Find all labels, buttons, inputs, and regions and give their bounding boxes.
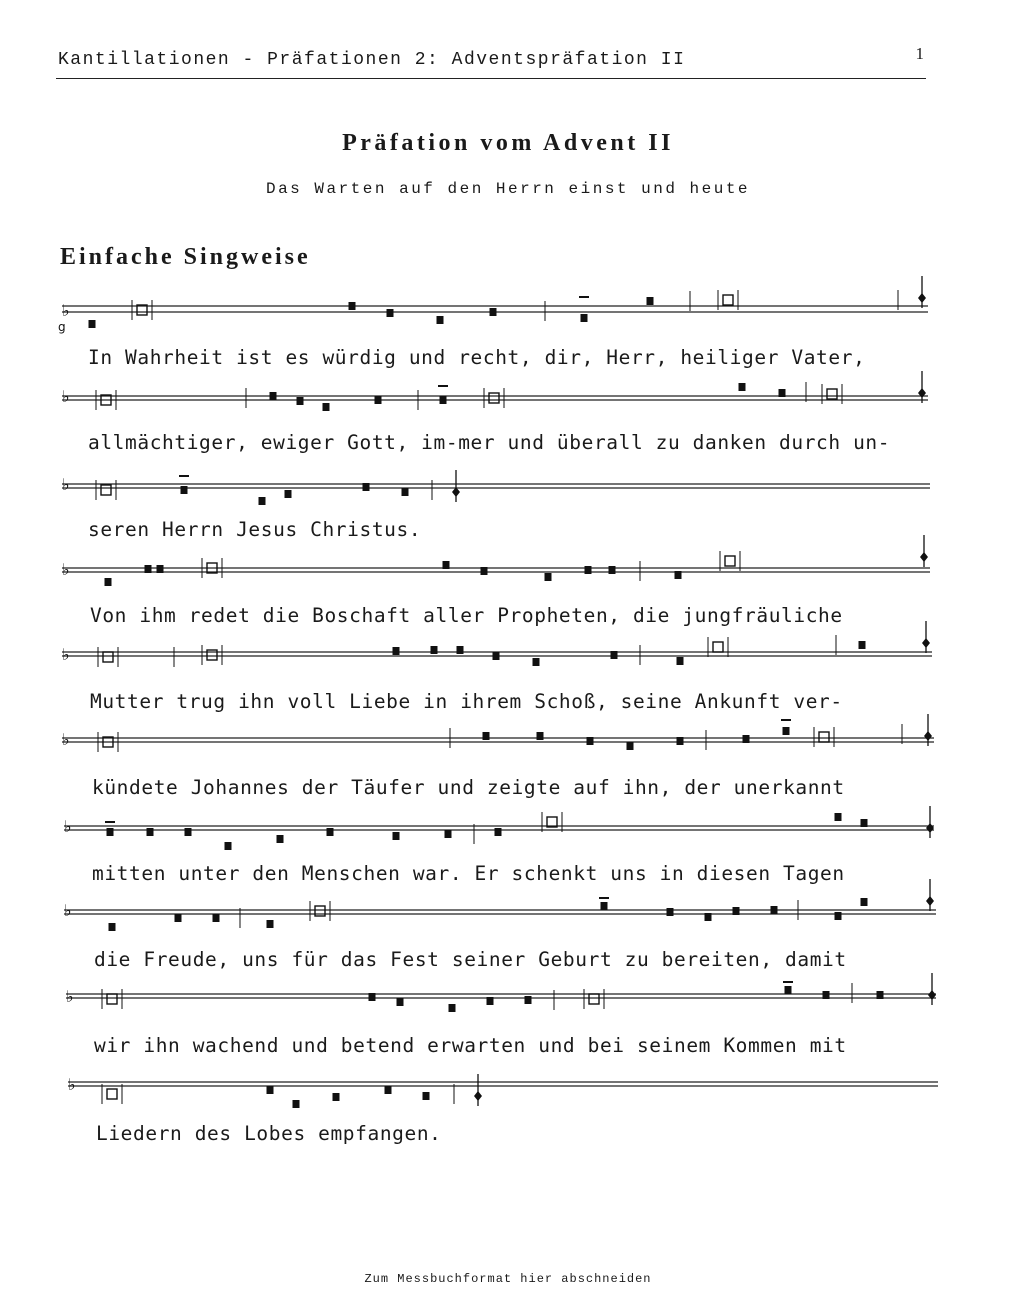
lyric-line: In Wahrheit ist es würdig und recht, dir, Herr, heiliger Vater,	[88, 346, 866, 369]
note-punctum	[581, 314, 588, 322]
note-punctum	[733, 907, 740, 915]
note-punctum	[270, 392, 277, 400]
note-recitation-box	[107, 1089, 117, 1099]
flat-sign: ♭	[62, 301, 70, 320]
final-note	[918, 293, 926, 303]
final-note	[474, 1091, 482, 1101]
note-punctum	[495, 828, 502, 836]
note-punctum	[349, 302, 356, 310]
flat-sign: ♭	[64, 817, 72, 836]
note-punctum	[259, 497, 266, 505]
note-punctum	[213, 914, 220, 922]
note-punctum	[785, 986, 792, 994]
note-punctum	[267, 1086, 274, 1094]
note-punctum	[490, 308, 497, 316]
flat-sign: ♭	[62, 387, 70, 406]
flat-sign: ♭	[64, 901, 72, 920]
note-punctum	[585, 566, 592, 574]
note-punctum	[175, 914, 182, 922]
lyric-line: kündete Johannes der Täufer und zeigte auf ihn, der unerkannt	[92, 776, 845, 799]
document-title: Präfation vom Advent II	[342, 130, 674, 156]
note-recitation-box	[723, 295, 733, 305]
note-punctum	[627, 742, 634, 750]
note-punctum	[525, 996, 532, 1004]
flat-sign: ♭	[62, 560, 70, 579]
note-punctum	[739, 383, 746, 391]
note-recitation-box	[101, 485, 111, 495]
note-punctum	[297, 397, 304, 405]
note-punctum	[327, 828, 334, 836]
note-punctum	[397, 998, 404, 1006]
note-punctum	[493, 652, 500, 660]
note-punctum	[771, 906, 778, 914]
note-recitation-box	[489, 393, 499, 403]
note-punctum	[823, 991, 830, 999]
note-punctum	[105, 578, 112, 586]
flat-sign: ♭	[66, 987, 74, 1006]
note-punctum	[611, 651, 618, 659]
note-punctum	[779, 389, 786, 397]
note-punctum	[147, 828, 154, 836]
final-note	[926, 896, 934, 906]
note-recitation-box	[103, 652, 113, 662]
note-punctum	[601, 902, 608, 910]
note-punctum	[157, 565, 164, 573]
note-punctum	[277, 835, 284, 843]
final-note	[922, 638, 930, 648]
note-punctum	[387, 309, 394, 317]
note-punctum	[431, 646, 438, 654]
section-heading: Einfache Singweise	[60, 244, 311, 270]
note-punctum	[533, 658, 540, 666]
note-punctum	[181, 486, 188, 494]
flat-sign: ♭	[62, 475, 70, 494]
final-note	[920, 552, 928, 562]
note-punctum	[393, 647, 400, 655]
note-punctum	[877, 991, 884, 999]
note-punctum	[647, 297, 654, 305]
note-recitation-box	[725, 556, 735, 566]
note-punctum	[267, 920, 274, 928]
note-punctum	[333, 1093, 340, 1101]
note-punctum	[109, 923, 116, 931]
lyric-line: mitten unter den Menschen war. Er schenkt uns in diesen Tagen	[92, 862, 845, 885]
note-recitation-box	[713, 642, 723, 652]
note-punctum	[445, 830, 452, 838]
note-punctum	[587, 737, 594, 745]
note-punctum	[481, 567, 488, 575]
note-punctum	[423, 1092, 430, 1100]
document-subtitle: Das Warten auf den Herrn einst und heute	[265, 180, 751, 198]
note-punctum	[225, 842, 232, 850]
flat-sign: ♭	[62, 645, 70, 664]
note-punctum	[145, 565, 152, 573]
lyric-line: Mutter trug ihn voll Liebe in ihrem Schoß, seine Ankunft ver-	[90, 690, 843, 713]
note-recitation-box	[827, 389, 837, 399]
note-punctum	[609, 566, 616, 574]
note-punctum	[835, 813, 842, 821]
note-recitation-box	[589, 994, 599, 1004]
note-punctum	[437, 316, 444, 324]
note-punctum	[402, 488, 409, 496]
note-punctum	[375, 396, 382, 404]
note-punctum	[861, 898, 868, 906]
note-punctum	[677, 657, 684, 665]
note-punctum	[861, 819, 868, 827]
lyric-line: wir ihn wachend und betend erwarten und bei seinem Kommen mit	[94, 1034, 847, 1057]
note-punctum	[667, 908, 674, 916]
final-note	[924, 731, 932, 741]
cut-line-note: Zum Messbuchformat hier abschneiden	[364, 1272, 652, 1286]
note-punctum	[385, 1086, 392, 1094]
note-punctum	[323, 403, 330, 411]
note-punctum	[369, 993, 376, 1001]
note-punctum	[293, 1100, 300, 1108]
flat-sign: ♭	[62, 730, 70, 749]
note-punctum	[545, 573, 552, 581]
note-punctum	[185, 828, 192, 836]
note-punctum	[859, 641, 866, 649]
final-note	[926, 823, 934, 833]
note-punctum	[675, 571, 682, 579]
note-punctum	[363, 483, 370, 491]
note-punctum	[677, 737, 684, 745]
note-punctum	[89, 320, 96, 328]
note-punctum	[443, 561, 450, 569]
note-punctum	[537, 732, 544, 740]
note-punctum	[440, 396, 447, 404]
lyric-line: allmächtiger, ewiger Gott, im-mer und überall zu danken durch un-	[88, 431, 891, 454]
note-punctum	[393, 832, 400, 840]
note-punctum	[483, 732, 490, 740]
note-punctum	[457, 646, 464, 654]
note-punctum	[487, 997, 494, 1005]
lyric-line: die Freude, uns für das Fest seiner Geburt zu bereiten, damit	[94, 948, 847, 971]
note-punctum	[783, 727, 790, 735]
note-punctum	[743, 735, 750, 743]
page-number: 1	[915, 44, 924, 63]
note-punctum	[285, 490, 292, 498]
header-title: Kantillationen - Präfationen 2: Adventspräfation II	[58, 50, 686, 70]
flat-sign: ♭	[68, 1075, 76, 1094]
note-punctum	[107, 828, 114, 836]
lyric-line: Liedern des Lobes empfangen.	[96, 1122, 442, 1145]
note-punctum	[835, 912, 842, 920]
clef-mark: g	[58, 320, 66, 334]
note-recitation-box	[107, 994, 117, 1004]
note-recitation-box	[819, 732, 829, 742]
lyric-line: Von ihm redet die Boschaft aller Propheten, die jungfräuliche	[90, 604, 843, 627]
note-punctum	[705, 913, 712, 921]
lyric-line: seren Herrn Jesus Christus.	[88, 518, 422, 541]
note-punctum	[449, 1004, 456, 1012]
